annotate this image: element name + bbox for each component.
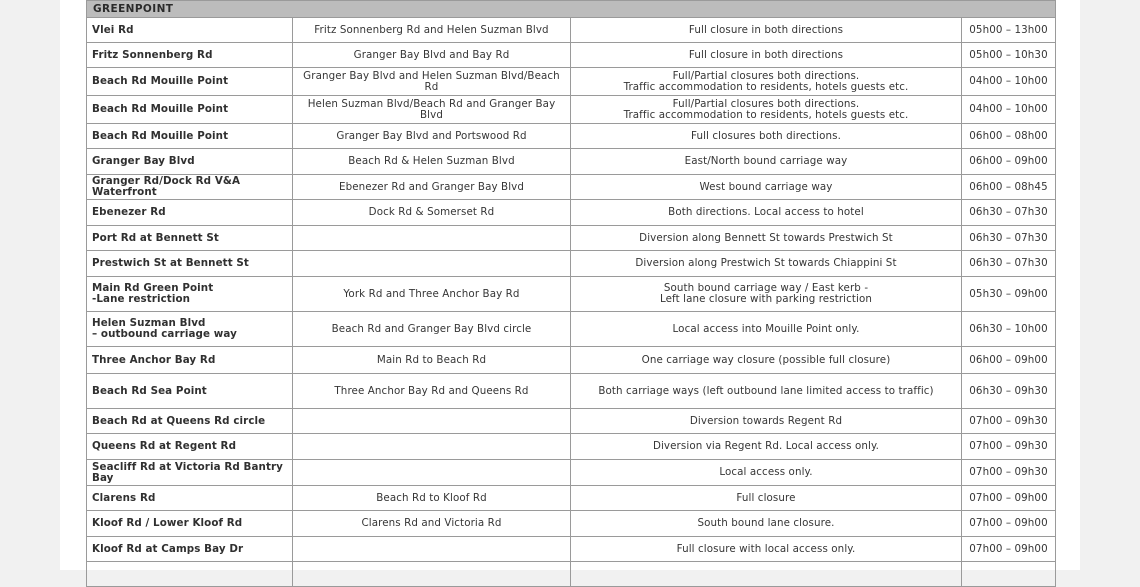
cell-line: Vlei Rd: [92, 23, 134, 36]
between-cell: Fritz Sonnenberg Rd and Helen Suzman Blvd: [293, 18, 571, 43]
cell-line: Traffic accommodation to residents, hotels guests etc.: [623, 80, 909, 93]
table-row: [87, 562, 1056, 587]
cell-line: Ebenezer Rd: [92, 206, 166, 218]
road-cell: [87, 200, 293, 226]
table-row: [87, 96, 1056, 124]
cell-line: Full/Partial closures both directions.: [672, 97, 860, 110]
time-cell: 06h30 – 09h30: [962, 374, 1056, 409]
cell-line: -Lane restriction: [92, 293, 191, 305]
cell-line: Diversion along Bennett St towards Prestwich St: [639, 231, 893, 244]
time-cell: 07h00 – 09h30: [962, 409, 1056, 434]
cell-line: Local access into Mouille Point only.: [672, 322, 860, 335]
cell-line: Granger Bay Blvd: [92, 155, 195, 167]
cell-line: Port Rd at Bennett St: [92, 231, 219, 244]
time-cell: 06h00 – 08h45: [962, 175, 1056, 200]
cell-line: Diversion towards Regent Rd: [689, 414, 843, 427]
closure-detail-cell: [571, 200, 962, 226]
closure-detail-cell: [571, 68, 962, 96]
between-cell: [293, 537, 571, 562]
table-row: [87, 511, 1056, 537]
time-cell: 07h00 – 09h30: [962, 434, 1056, 460]
time-cell: 06h00 – 09h00: [962, 149, 1056, 175]
between-cell: Clarens Rd and Victoria Rd: [293, 511, 571, 537]
closure-detail-cell: [571, 562, 962, 587]
cell-line: Beach Rd Mouille Point: [92, 75, 229, 87]
time-cell: 05h00 – 13h00: [962, 18, 1056, 43]
road-cell: [87, 175, 293, 200]
between-cell: [293, 226, 571, 251]
between-cell: Beach Rd to Kloof Rd: [293, 486, 571, 511]
between-cell: Main Rd to Beach Rd: [293, 347, 571, 374]
table-row: [87, 374, 1056, 409]
between-cell: York Rd and Three Anchor Bay Rd: [293, 277, 571, 312]
road-cell: [87, 486, 293, 511]
time-cell: [962, 562, 1056, 587]
time-cell: 05h30 – 09h00: [962, 277, 1056, 312]
cell-line: – outbound carriage way: [92, 328, 237, 340]
closure-detail-cell: [571, 18, 962, 43]
road-cell: [87, 460, 293, 486]
closure-detail-cell: [571, 226, 962, 251]
table-row: [87, 124, 1056, 149]
table-row: [87, 277, 1056, 312]
cell-line: Traffic accommodation to residents, hotels guests etc.: [623, 108, 909, 121]
road-cell: [87, 277, 293, 312]
road-cell: [87, 43, 293, 68]
cell-line: Full closure: [736, 491, 796, 504]
between-cell: [293, 409, 571, 434]
closure-detail-cell: [571, 347, 962, 374]
time-cell: 06h30 – 07h30: [962, 226, 1056, 251]
cell-line: Main Rd Green Point: [92, 282, 214, 294]
table-row: [87, 537, 1056, 562]
time-cell: 06h30 – 10h00: [962, 312, 1056, 347]
closure-detail-cell: [571, 96, 962, 124]
closure-detail-cell: [571, 434, 962, 460]
cell-line: Full/Partial closures both directions.: [672, 69, 860, 82]
road-closures-table-body: [87, 1, 1056, 587]
time-cell: 04h00 – 10h00: [962, 96, 1056, 124]
cell-line: Three Anchor Bay Rd: [92, 353, 216, 366]
cell-line: Kloof Rd at Camps Bay Dr: [92, 542, 244, 555]
closure-detail-cell: [571, 277, 962, 312]
cell-line: Beach Rd Sea Point: [92, 384, 207, 397]
between-cell: Beach Rd and Granger Bay Blvd circle: [293, 312, 571, 347]
road-cell: [87, 511, 293, 537]
cell-line: Beach Rd Mouille Point: [92, 103, 229, 115]
section-title: GREENPOINT: [87, 1, 1056, 18]
table-row: [87, 43, 1056, 68]
closure-detail-cell: [571, 124, 962, 149]
road-cell: [87, 124, 293, 149]
closure-detail-cell: [571, 149, 962, 175]
time-cell: 07h00 – 09h00: [962, 486, 1056, 511]
cell-line: Local access only.: [719, 466, 813, 478]
document-page: [60, 0, 1080, 570]
between-cell: Three Anchor Bay Rd and Queens Rd: [293, 374, 571, 409]
cell-line: Clarens Rd: [92, 491, 156, 504]
time-cell: 04h00 – 10h00: [962, 68, 1056, 96]
table-row: [87, 68, 1056, 96]
table-row: [87, 251, 1056, 277]
between-cell: Granger Bay Blvd and Portswood Rd: [293, 124, 571, 149]
table-row: [87, 226, 1056, 251]
road-cell: [87, 68, 293, 96]
between-cell: [293, 251, 571, 277]
cell-line: Diversion via Regent Rd. Local access only.: [652, 440, 880, 452]
between-cell: Granger Bay Blvd and Helen Suzman Blvd/Beach Rd: [293, 68, 571, 96]
table-row: [87, 200, 1056, 226]
between-cell: [293, 434, 571, 460]
table-row: [87, 460, 1056, 486]
cell-line: South bound carriage way / East kerb -: [663, 282, 869, 294]
closure-detail-cell: [571, 374, 962, 409]
cell-line: One carriage way closure (possible full closure): [641, 353, 891, 366]
road-cell: [87, 251, 293, 277]
between-cell: Beach Rd & Helen Suzman Blvd: [293, 149, 571, 175]
closure-detail-cell: [571, 511, 962, 537]
cell-line: Kloof Rd / Lower Kloof Rd: [92, 517, 243, 529]
between-cell: [293, 460, 571, 486]
cell-line: Full closure with local access only.: [676, 542, 856, 555]
time-cell: 06h00 – 09h00: [962, 347, 1056, 374]
between-cell: [293, 562, 571, 587]
time-cell: 07h00 – 09h00: [962, 511, 1056, 537]
table-row: [87, 175, 1056, 200]
table-row: [87, 149, 1056, 175]
closure-detail-cell: [571, 460, 962, 486]
cell-line: Granger Rd/Dock Rd V&A Waterfront: [92, 175, 241, 198]
road-cell: [87, 149, 293, 175]
between-cell: Dock Rd & Somerset Rd: [293, 200, 571, 226]
table-row: [87, 18, 1056, 43]
road-cell: [87, 374, 293, 409]
road-cell: [87, 409, 293, 434]
road-cell: [87, 18, 293, 43]
cell-line: Beach Rd Mouille Point: [92, 129, 229, 142]
between-cell: Granger Bay Blvd and Bay Rd: [293, 43, 571, 68]
road-cell: [87, 434, 293, 460]
between-cell: Ebenezer Rd and Granger Bay Blvd: [293, 175, 571, 200]
cell-line: Queens Rd at Regent Rd: [92, 440, 237, 452]
closure-detail-cell: [571, 175, 962, 200]
cell-line: Full closure in both directions: [688, 48, 844, 61]
time-cell: 07h00 – 09h30: [962, 460, 1056, 486]
time-cell: 05h00 – 10h30: [962, 43, 1056, 68]
cell-line: Helen Suzman Blvd: [92, 317, 206, 329]
road-cell: [87, 537, 293, 562]
time-cell: 06h30 – 07h30: [962, 251, 1056, 277]
cell-line: Full closures both directions.: [690, 129, 841, 142]
cell-line: Diversion along Prestwich St towards Chiappini St: [635, 257, 897, 269]
cell-line: Prestwich St at Bennett St: [92, 257, 249, 269]
closure-detail-cell: [571, 312, 962, 347]
table-row: [87, 312, 1056, 347]
cell-line: Full closure in both directions: [688, 23, 844, 36]
cell-line: South bound lane closure.: [697, 517, 835, 529]
closure-detail-cell: [571, 409, 962, 434]
cell-line: West bound carriage way: [699, 180, 833, 193]
cell-line: Both carriage ways (left outbound lane limited access to traffic): [598, 384, 934, 397]
road-cell: [87, 96, 293, 124]
road-cell: [87, 312, 293, 347]
cell-line: Left lane closure with parking restriction: [659, 293, 873, 305]
table-row: [87, 486, 1056, 511]
table-row: [87, 347, 1056, 374]
closure-detail-cell: [571, 486, 962, 511]
cell-line: East/North bound carriage way: [684, 155, 848, 167]
time-cell: 06h00 – 08h00: [962, 124, 1056, 149]
closure-detail-cell: [571, 43, 962, 68]
closure-detail-cell: [571, 537, 962, 562]
section-header-row: [87, 1, 1056, 18]
between-cell: Helen Suzman Blvd/Beach Rd and Granger Bay Blvd: [293, 96, 571, 124]
closure-detail-cell: [571, 251, 962, 277]
table-row: [87, 434, 1056, 460]
cell-line: Beach Rd at Queens Rd circle: [92, 414, 266, 427]
road-cell: [87, 347, 293, 374]
cell-line: Both directions. Local access to hotel: [668, 206, 864, 218]
table-row: [87, 409, 1056, 434]
cell-line: Seacliff Rd at Victoria Rd Bantry Bay: [92, 460, 283, 484]
road-cell: [87, 226, 293, 251]
road-closures-table: [86, 0, 1056, 587]
road-cell: [87, 562, 293, 587]
time-cell: 07h00 – 09h00: [962, 537, 1056, 562]
time-cell: 06h30 – 07h30: [962, 200, 1056, 226]
cell-line: Fritz Sonnenberg Rd: [92, 48, 213, 61]
